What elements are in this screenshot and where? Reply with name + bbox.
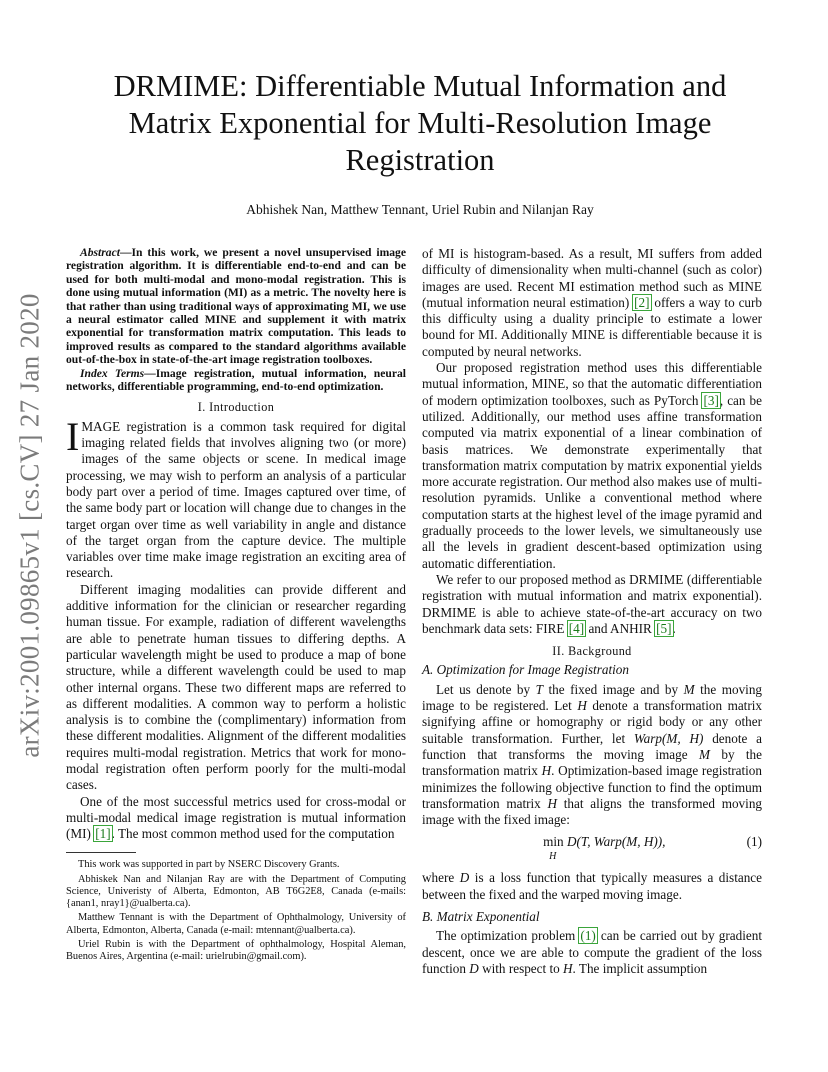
footnote-4: Uriel Rubin is with the Department of ophthalmology, Hospital Aleman, Buenos Aires, Argentina (e-mail: urielrubin@gmail.com). bbox=[66, 938, 406, 962]
bg-b-1: The optimization problem bbox=[436, 928, 580, 944]
citation-link-5[interactable]: [5] bbox=[656, 620, 672, 636]
author-list: Abhishek Nan, Matthew Tennant, Uriel Rubin and Nilanjan Ray bbox=[246, 202, 594, 217]
bg-text-3: the moving image to be registered. Let bbox=[422, 681, 763, 714]
symbol-h-3: H bbox=[547, 795, 558, 811]
bg-text-2: the fixed image and by bbox=[548, 681, 679, 697]
intro-paragraph-6 bbox=[422, 572, 762, 637]
intro-paragraph-1-text: MAGE registration is a common task required for digital imaging related fields that involves aligning two (or more) images of the same objects or scene. In medical image processing, we may wish to perform an analysis of a particular body part over a period of time. Images captured over time, of the same body part or location will change due to changes in the target organ over time as well variability in angle and distance of the target organ from the capture device. The multiple variables over time make image registration an exciting area of research. bbox=[66, 418, 406, 581]
intro-paragraph-3 bbox=[66, 794, 406, 843]
intro-paragraph-3-text: One of the most successful metrics used for cross-modal or multi-modal medical image registration is mutual information (MI) bbox=[66, 793, 406, 842]
index-terms-text: —Image registration, mutual information, neural networks, differentiable programming, end-to-end optimization. bbox=[66, 366, 406, 394]
index-terms-label: Index Terms bbox=[80, 366, 145, 380]
bg-text-6: by the transformation matrix bbox=[422, 746, 763, 779]
equation-number: (1) bbox=[746, 834, 762, 850]
footnote-2: Abhiskek Nan and Nilanjan Ray are with the Department of Computing Science, Univeristy of Alberta, Edmonton, AB T6G2E8, Canada (e-mails: {anan1, nray1}@ualberta.ca). bbox=[66, 873, 406, 910]
intro-paragraph-5-text: Our proposed registration method uses this differentiable mutual information, MINE, so that the automatic differentiation of modern optimization toolboxes, such as PyTorch bbox=[422, 360, 762, 408]
bg-text-8: that aligns the transformed moving image with the fixed image: bbox=[422, 795, 763, 828]
footnote-divider bbox=[66, 852, 136, 853]
intro-paragraph-2: Different imaging modalities can provide different and additive information for the clinician or researcher regarding human tissue. For example, radiation of different wavelengths are able to penetrate human tissues to differing depths. A particular wavelength might be used to produce a map of bone structure, while a different wavelength could be used to map other internal organs. These two different maps are referred to as different modalities. A common way to perform a holistic analysis is to combine the (complimentary) information from these different modalities. Alignment of the different modalities requires multi-modal registration. Metrics that work for mono-modal registration often perform poorly for the multi-modal cases. bbox=[66, 581, 406, 793]
left-column bbox=[66, 246, 406, 965]
equation-min bbox=[543, 834, 564, 863]
symbol-d: D bbox=[459, 870, 470, 886]
citation-link-1[interactable]: [1] bbox=[95, 826, 111, 842]
drop-cap: I bbox=[66, 413, 80, 459]
intro-paragraph-5 bbox=[422, 360, 762, 572]
bg-b-2: can be carried out by gradient descent, once we are able to compute the gradient of the loss function bbox=[422, 928, 763, 976]
equation-min-text: min bbox=[543, 834, 564, 850]
equation-ref-link[interactable]: (1) bbox=[580, 928, 596, 944]
intro-paragraph-4-text: of MI is histogram-based. As a result, MI suffers from added difficulty of dimensionality when multi-channel (such as color) images are used. Recent MI estimation method such as MINE (mutual information neural estimation) bbox=[422, 246, 762, 310]
equation-expression: D(T, Warp(M, H)), bbox=[566, 834, 666, 850]
bg-b-4: . The implicit assumption bbox=[572, 960, 708, 976]
arxiv-identifier bbox=[8, 290, 52, 760]
symbol-m-2: M bbox=[698, 746, 710, 762]
index-terms bbox=[66, 367, 406, 394]
abstract bbox=[66, 246, 406, 367]
symbol-d-2: D bbox=[469, 960, 479, 976]
equation-1 bbox=[422, 834, 762, 862]
intro-paragraph-6-text: We refer to our proposed method as DRMIME (differentiable registration with mutual information and matrix exponential). DRMIME is able to achieve state-of-the-art accuracy on two benchmark data sets: FIRE bbox=[422, 571, 762, 636]
bg-text-7: . Optimization-based image registration minimizes the following objective function to find the optimum transformation matrix bbox=[422, 763, 762, 811]
background-paragraph-1 bbox=[422, 682, 762, 829]
equation-body bbox=[422, 834, 747, 863]
citation-link-2[interactable]: [2] bbox=[634, 294, 650, 310]
intro-paragraph-6-mid: and ANHIR bbox=[585, 620, 656, 636]
background-paragraph-3 bbox=[422, 928, 762, 977]
right-column bbox=[422, 246, 762, 977]
symbol-m: M bbox=[683, 681, 695, 697]
bg-text-5: denote a function that transforms the moving image bbox=[422, 730, 762, 762]
subsection-heading-b: B. Matrix Exponential bbox=[422, 908, 540, 924]
section-heading-background: II. Background bbox=[552, 644, 632, 659]
section-heading-introduction: I. Introduction bbox=[197, 400, 275, 415]
abstract-label: Abstract bbox=[80, 246, 120, 259]
footnote-3: Matthew Tennant is with the Department of Ophthalmology, University of Alberta, Edmonton, Alberta, Canada (e-mail: mtennant@ualberta.ca). bbox=[66, 912, 406, 936]
bg-b-3: with respect to bbox=[482, 960, 560, 976]
intro-paragraph-4-end: offers a way to curb this difficulty using a duality principle to estimate a lower bound for MI. Additionally MINE is differentiable because it is computed by neural networks. bbox=[422, 294, 762, 359]
bg-after-1: where bbox=[422, 870, 455, 886]
symbol-t: T bbox=[535, 681, 543, 697]
intro-paragraph-6-end: . bbox=[672, 620, 676, 636]
intro-paragraph-1 bbox=[66, 413, 406, 582]
intro-paragraph-4 bbox=[422, 246, 762, 360]
symbol-h-4: H bbox=[563, 960, 573, 976]
background-paragraph-2 bbox=[422, 870, 762, 903]
intro-paragraph-3-end: . The most common method used for the computation bbox=[111, 826, 395, 842]
equation-min-subscript: H bbox=[549, 851, 557, 863]
symbol-h: H bbox=[577, 698, 587, 714]
footnote-1: This work was supported in part by NSERC Discovery Grants. bbox=[78, 859, 340, 871]
citation-link-3[interactable]: [3] bbox=[703, 392, 719, 408]
arxiv-id-text: arXiv:2001.09865v1 [cs.CV] 27 Jan 2020 bbox=[14, 292, 45, 758]
citation-link-4[interactable]: [4] bbox=[568, 620, 585, 636]
paper-title: DRMIME: Differentiable Mutual Information and Matrix Exponential for Multi-Resolution Image Registration bbox=[113, 69, 727, 177]
intro-paragraph-5-end: , can be utilized. Additionally, our method uses affine transformation computed via matrix exponential of a linear combination of basis matrices. We demonstrate experimentally that transformation matrix computation by matrix exponential yields more accurate registration. Our method also makes use of multi-resolution pyramids. Unlike a conventional method where computation starts at the highest level of the image pyramid and gradually proceeds to the lower levels, we simultaneously use all the levels in gradient descent-based optimization using automatic differentiation. bbox=[422, 392, 762, 571]
subsection-heading-a: A. Optimization for Image Registration bbox=[422, 662, 629, 678]
abstract-text: —In this work, we present a novel unsupervised image registration algorithm. It is differentiable end-to-end and can be used for both multi-modal and mono-modal registration. This is done using mutual information (MI) as a metric. The novelty here is that rather than using traditional ways of approximating MI, we use a neural estimator called MINE and supplement it with matrix exponential for transformation matrix computation. This leads to improved results as compared to the standard algorithms available out-of-the-box in state-of-the-art image registration toolboxes. bbox=[66, 246, 406, 367]
bg-after-2: is a loss function that typically measures a distance between the fixed and the warped moving image. bbox=[422, 870, 763, 902]
symbol-warp: Warp(M, H) bbox=[633, 730, 704, 746]
bg-text-4: denote a transformation matrix signifying affine or homography or rigid body or any other suitable transformation. Further, let bbox=[422, 698, 762, 746]
bg-text-1: Let us denote by bbox=[436, 681, 531, 697]
symbol-h-2: H bbox=[541, 763, 552, 779]
